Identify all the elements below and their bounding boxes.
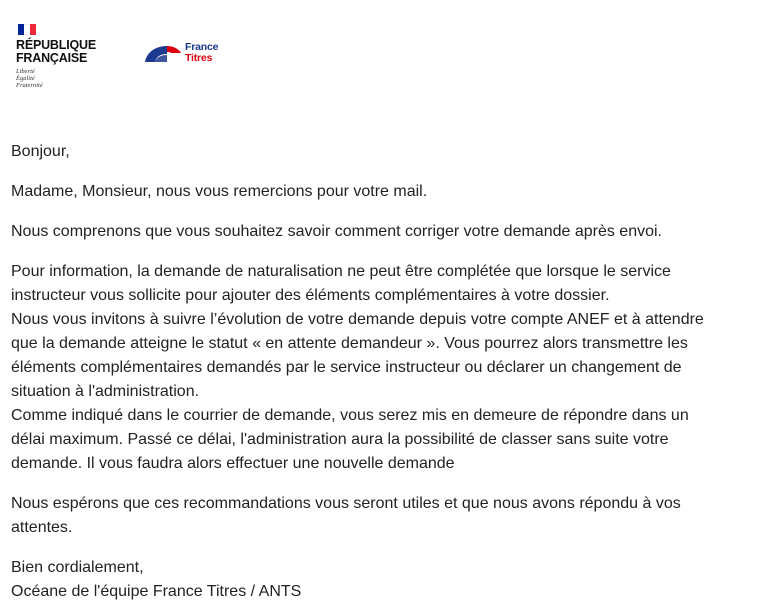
- signature-block: [11, 556, 711, 604]
- greeting: Bonjour,: [11, 143, 70, 160]
- info-line-anef: Nous vous invitons à suivre l’évolution de votre demande depuis votre compte ANEF et à attendre que la demande atteigne le statut « en attente demandeur ». Vous pourrez alors transmettre les éléments complémentaires demandés par le service instructeur ou déclarer un changement de situation à l'administration.: [11, 311, 704, 400]
- paragraph-information: [11, 260, 711, 476]
- info-line-deadline: Comme indiqué dans le courrier de demande, vous serez mis en demeure de répondre dans un délai maximum. Passé ce délai, l'administration aura la possibilité de classer sans suite votre demande. Il vous faudra alors effectuer une nouvelle demande: [11, 407, 689, 472]
- france-titres-wordmark: France Titres: [185, 41, 219, 64]
- paragraph-understanding: Nous comprenons que vous souhaitez savoir comment corriger votre demande après envoi.: [11, 223, 662, 240]
- paragraph-thanks: Madame, Monsieur, nous vous remercions pour votre mail.: [11, 183, 428, 200]
- republique-motto: Liberté Égalité Fraternité: [16, 68, 43, 89]
- closing: Bien cordialement,: [11, 559, 144, 576]
- signature: Océane de l'équipe France Titres / ANTS: [11, 583, 302, 600]
- france-titres-mark-icon: [143, 43, 183, 63]
- republique-francaise-logo: [16, 24, 116, 89]
- email-body: [11, 140, 711, 604]
- email-header: [0, 0, 764, 110]
- info-line-completion: Pour information, la demande de naturalisation ne peut être complétée que lorsque le service instructeur vous sollicite pour ajouter des éléments complémentaires à votre dossier.: [11, 263, 671, 304]
- france-titres-logo: [143, 42, 218, 63]
- republique-francaise-name: RÉPUBLIQUE FRANÇAISE: [16, 38, 96, 65]
- paragraph-hope: Nous espérons que ces recommandations vous seront utiles et que nous avons répondu à vos attentes.: [11, 495, 681, 536]
- french-flag-icon: [18, 24, 36, 35]
